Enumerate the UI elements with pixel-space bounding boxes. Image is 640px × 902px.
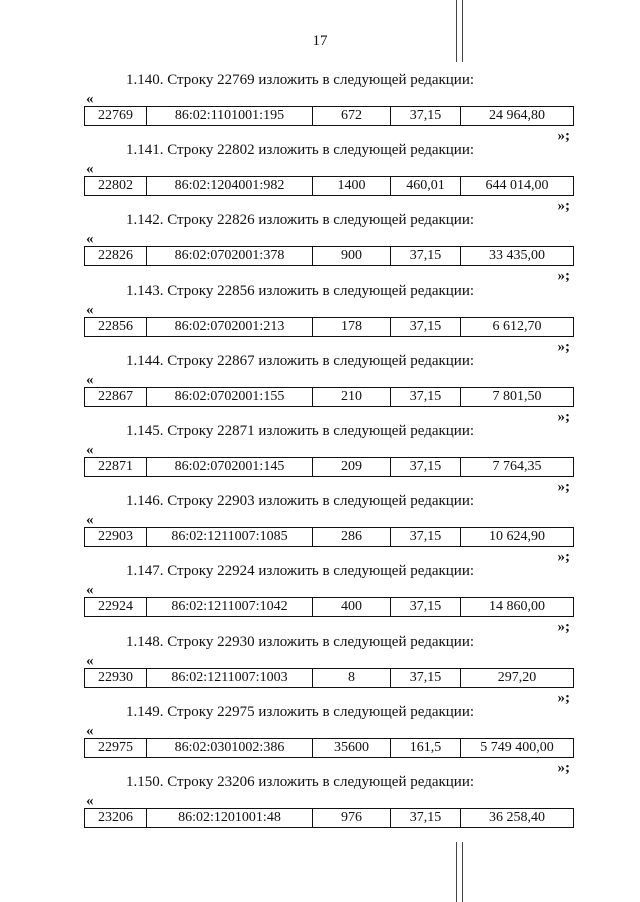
open-quote: « xyxy=(86,371,94,388)
row-number-cell: 22903 xyxy=(85,528,147,546)
cadastral-number-cell: 86:02:0702001:378 xyxy=(147,247,313,265)
area-cell: 672 xyxy=(313,107,391,125)
cadastral-number-cell: 86:02:1211007:1003 xyxy=(147,669,313,687)
rate-cell: 37,15 xyxy=(391,598,461,616)
area-cell: 900 xyxy=(313,247,391,265)
rate-cell: 37,15 xyxy=(391,528,461,546)
amendment-heading: 1.144. Строку 22867 изложить в следующей редакции: xyxy=(126,352,475,369)
amount-cell: 24 964,80 xyxy=(489,108,545,123)
cadastral-number-cell: 86:02:1204001:982 xyxy=(147,177,313,195)
rate-cell: 37,15 xyxy=(391,247,461,265)
close-quote: »; xyxy=(557,338,570,355)
cadastral-number-cell: 86:02:0702001:213 xyxy=(147,318,313,336)
page-number: 17 xyxy=(312,33,328,49)
close-quote: »; xyxy=(557,198,570,215)
area-cell: 178 xyxy=(313,318,391,336)
cadastral-number-cell: 86:02:1211007:1085 xyxy=(147,528,313,546)
open-quote: « xyxy=(86,301,94,318)
table-row xyxy=(84,457,574,477)
cadastral-number-cell: 86:02:0702001:145 xyxy=(147,458,313,476)
amendment-entry xyxy=(0,72,640,142)
close-quote: »; xyxy=(557,408,570,425)
rate-cell: 37,15 xyxy=(391,458,461,476)
area-cell: 976 xyxy=(313,809,391,827)
amount-cell: 7 764,35 xyxy=(492,459,542,474)
rate-cell: 460,01 xyxy=(391,177,461,195)
amount-cell: 5 749 400,00 xyxy=(480,739,554,755)
open-quote: « xyxy=(86,722,94,739)
row-number-cell: 22871 xyxy=(85,458,147,476)
row-number-cell: 22826 xyxy=(85,247,147,265)
open-quote: « xyxy=(86,91,94,107)
row-number-cell: 22856 xyxy=(85,318,147,336)
row-number-cell: 22867 xyxy=(85,388,147,406)
amount-cell: 6 612,70 xyxy=(492,318,542,334)
amendment-entry xyxy=(0,353,640,423)
amount-cell: 33 435,00 xyxy=(489,248,545,264)
table-row xyxy=(84,597,574,617)
table-row xyxy=(84,317,574,337)
rate-cell: 37,15 xyxy=(391,809,461,827)
rate-cell: 37,15 xyxy=(391,107,461,125)
cadastral-number-cell: 86:02:0702001:155 xyxy=(147,388,313,406)
amendment-entry xyxy=(0,423,640,493)
area-cell: 8 xyxy=(313,669,391,687)
cadastral-number-cell: 86:02:1211007:1042 xyxy=(147,598,313,616)
amendment-entry xyxy=(0,563,640,636)
binding-mark-top xyxy=(456,0,457,62)
table-row xyxy=(84,176,574,196)
area-cell: 209 xyxy=(313,458,391,476)
amendment-heading: 1.150. Строку 23206 изложить в следующей редакции: xyxy=(126,774,475,790)
table-row xyxy=(84,527,574,547)
area-cell: 35600 xyxy=(313,739,391,757)
amount-cell: 36 258,40 xyxy=(489,810,545,825)
row-number-cell: 22924 xyxy=(85,598,147,616)
close-quote: »; xyxy=(557,128,570,144)
amendment-heading: 1.145. Строку 22871 изложить в следующей редакции: xyxy=(126,423,475,439)
row-number-cell: 22802 xyxy=(85,177,147,195)
amount-cell: 10 624,90 xyxy=(489,529,545,545)
table-row xyxy=(84,668,574,688)
row-number-cell: 22769 xyxy=(85,107,147,125)
cadastral-number-cell: 86:02:1101001:195 xyxy=(147,107,313,125)
table-row xyxy=(84,808,574,828)
cadastral-number-cell: 86:02:0301002:386 xyxy=(147,739,313,757)
amount-cell: 297,20 xyxy=(497,669,537,685)
open-quote: « xyxy=(86,231,94,248)
cadastral-number-cell: 86:02:1201001:48 xyxy=(147,809,313,827)
amendment-entry xyxy=(0,212,640,285)
open-quote: « xyxy=(86,582,94,599)
close-quote: »; xyxy=(557,689,570,706)
rate-cell: 37,15 xyxy=(391,388,461,406)
amount-cell: 7 801,50 xyxy=(492,388,542,404)
amendment-entry xyxy=(0,283,640,353)
rate-cell: 37,15 xyxy=(391,318,461,336)
close-quote: »; xyxy=(557,479,570,495)
amount-cell: 14 860,00 xyxy=(489,599,545,615)
binding-mark-bottom-2 xyxy=(462,842,463,902)
amendment-heading: 1.141. Строку 22802 изложить в следующей редакции: xyxy=(126,142,475,159)
open-quote: « xyxy=(86,161,94,178)
open-quote: « xyxy=(86,512,94,529)
table-row xyxy=(84,387,574,407)
amendment-heading: 1.149. Строку 22975 изложить в следующей редакции: xyxy=(126,703,475,720)
binding-mark-top-2 xyxy=(462,0,463,62)
close-quote: »; xyxy=(557,759,570,776)
row-number-cell: 22930 xyxy=(85,669,147,687)
amendment-entry xyxy=(0,493,640,566)
binding-mark-bottom xyxy=(456,842,457,902)
table-row xyxy=(84,246,574,266)
amendment-entry xyxy=(0,142,640,215)
open-quote: « xyxy=(86,793,94,809)
table-row xyxy=(84,106,574,126)
area-cell: 400 xyxy=(313,598,391,616)
row-number-cell: 23206 xyxy=(85,809,147,827)
close-quote: »; xyxy=(557,268,570,285)
rate-cell: 37,15 xyxy=(391,669,461,687)
amendment-entry xyxy=(0,704,640,774)
open-quote: « xyxy=(86,652,94,669)
amendment-heading: 1.142. Строку 22826 изложить в следующей редакции: xyxy=(126,212,475,229)
amendment-heading: 1.143. Строку 22856 изложить в следующей редакции: xyxy=(126,282,475,299)
amendment-heading: 1.146. Строку 22903 изложить в следующей редакции: xyxy=(126,493,475,510)
open-quote: « xyxy=(86,442,94,458)
area-cell: 286 xyxy=(313,528,391,546)
close-quote: »; xyxy=(557,619,570,636)
amount-cell: 644 014,00 xyxy=(485,178,549,194)
area-cell: 1400 xyxy=(313,177,391,195)
amendment-entry xyxy=(0,774,640,844)
amendment-entry xyxy=(0,634,640,704)
table-row xyxy=(84,738,574,758)
area-cell: 210 xyxy=(313,388,391,406)
amendment-heading: 1.140. Строку 22769 изложить в следующей редакции: xyxy=(126,72,475,88)
row-number-cell: 22975 xyxy=(85,739,147,757)
amendment-heading: 1.148. Строку 22930 изложить в следующей редакции: xyxy=(126,633,475,650)
amendment-heading: 1.147. Строку 22924 изложить в следующей редакции: xyxy=(126,563,475,580)
close-quote: »; xyxy=(557,549,570,566)
rate-cell: 161,5 xyxy=(391,739,461,757)
